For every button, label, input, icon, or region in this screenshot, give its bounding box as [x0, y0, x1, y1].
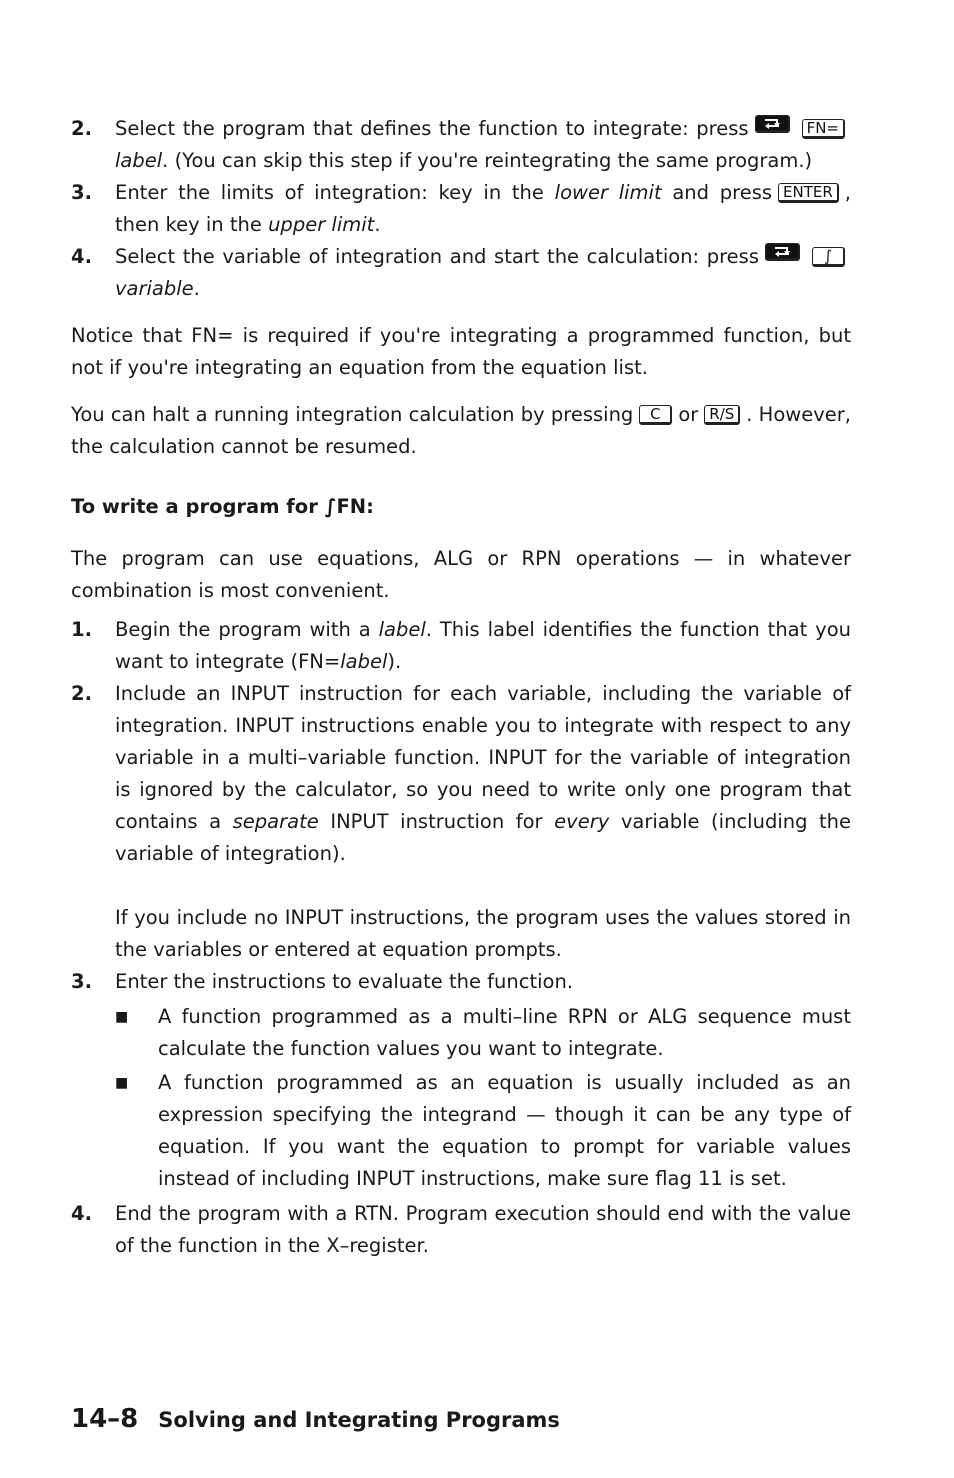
step-number: 2.: [71, 682, 92, 705]
halt-paragraph: You can halt a running integration calculation by pressing C or R/S . However, the calculation cannot be resumed.: [71, 403, 851, 458]
step-2-select-program: [71, 113, 851, 177]
page-number: 14–8: [71, 1404, 139, 1434]
c-key: C: [639, 405, 672, 425]
intro-paragraph: The program can use equations, ALG or RPN operations — in whatever combination is most convenient.: [71, 547, 851, 602]
step-text: Enter the instructions to evaluate the function. ■ A function programmed as a multi–line RPN or ALG sequence must calculate the function values you want to integrate. ■ A function programmed as an equation is usually included as an expression specifying the integrand — though it can be any type of equation. If you want the equation to prompt for variable values instead of including INPUT instructions, make sure flag 11 is set.: [115, 966, 851, 1195]
step-number: 1.: [71, 618, 92, 641]
list-item: ■ A function programmed as a multi–line RPN or ALG sequence must calculate the function values you want to integrate.: [115, 1001, 851, 1065]
step-text: Include an INPUT instruction for each variable, including the variable of integration. INPUT instructions enable you to integrate with respect to any variable in a multi–variable function. INPUT for the variable of integration is ignored by the calculator, so you need to write only one program that contains a separate INPUT instruction for every variable (including the variable of integration). If you include no INPUT instructions, the program uses the values stored in the variables or entered at equation prompts.: [115, 678, 851, 966]
step-text: Select the program that defines the function to integrate: press FN= label. (You can skip this step if you're reintegrating the same program.): [115, 113, 851, 177]
step-4-select-variable: [71, 241, 851, 305]
square-bullet-icon: ■: [115, 1075, 129, 1091]
notice-paragraph: Notice that FN= is required if you're integrating a programmed function, but not if you're integrating an equation from the equation list.: [71, 324, 851, 379]
step-number: 3.: [71, 181, 92, 204]
step-text: End the program with a RTN. Program execution should end with the value of the function in the X–register.: [115, 1202, 851, 1257]
prog-step-4: [71, 1198, 851, 1262]
run-stop-key: R/S: [704, 405, 740, 425]
right-shift-icon: [760, 116, 784, 130]
section-heading: To write a program for ∫FN:: [71, 495, 374, 518]
step-text: Begin the program with a label. This label identifies the function that you want to integrate (FN=label).: [115, 618, 851, 673]
page-footer: [71, 1404, 560, 1434]
fn-equals-key: FN=: [802, 119, 845, 139]
step-number: 2.: [71, 117, 92, 140]
prog-step-2: [71, 678, 851, 966]
square-bullet-icon: ■: [115, 1009, 129, 1025]
prog-step-3: [71, 966, 851, 1195]
prog-step-1: [71, 614, 851, 678]
enter-key: ENTER: [778, 183, 839, 203]
chapter-title: Solving and Integrating Programs: [158, 1408, 560, 1432]
bullet-list: [115, 1001, 851, 1195]
step-text: Enter the limits of integration: key in the lower limit and press ENTER , then key in the upper limit.: [115, 181, 851, 236]
step-number: 4.: [71, 245, 92, 268]
step-3-enter-limits: [71, 177, 851, 241]
integral-key: ∫: [812, 247, 845, 267]
page-content: [71, 113, 851, 1262]
step-number: 3.: [71, 970, 92, 993]
program-steps: [71, 614, 851, 1262]
shift-key: [765, 243, 800, 261]
step-text: Select the variable of integration and start the calculation: press ∫ variable.: [115, 241, 851, 305]
list-item: ■ A function programmed as an equation is usually included as an expression specifying the integrand — though it can be any type of equation. If you want the equation to prompt for variable values instead of including INPUT instructions, make sure flag 11 is set.: [115, 1067, 851, 1195]
step-note: If you include no INPUT instructions, the program uses the values stored in the variables or entered at equation prompts.: [115, 906, 851, 961]
shift-key: [755, 115, 790, 133]
step-number: 4.: [71, 1202, 92, 1225]
right-shift-icon: [770, 244, 794, 258]
